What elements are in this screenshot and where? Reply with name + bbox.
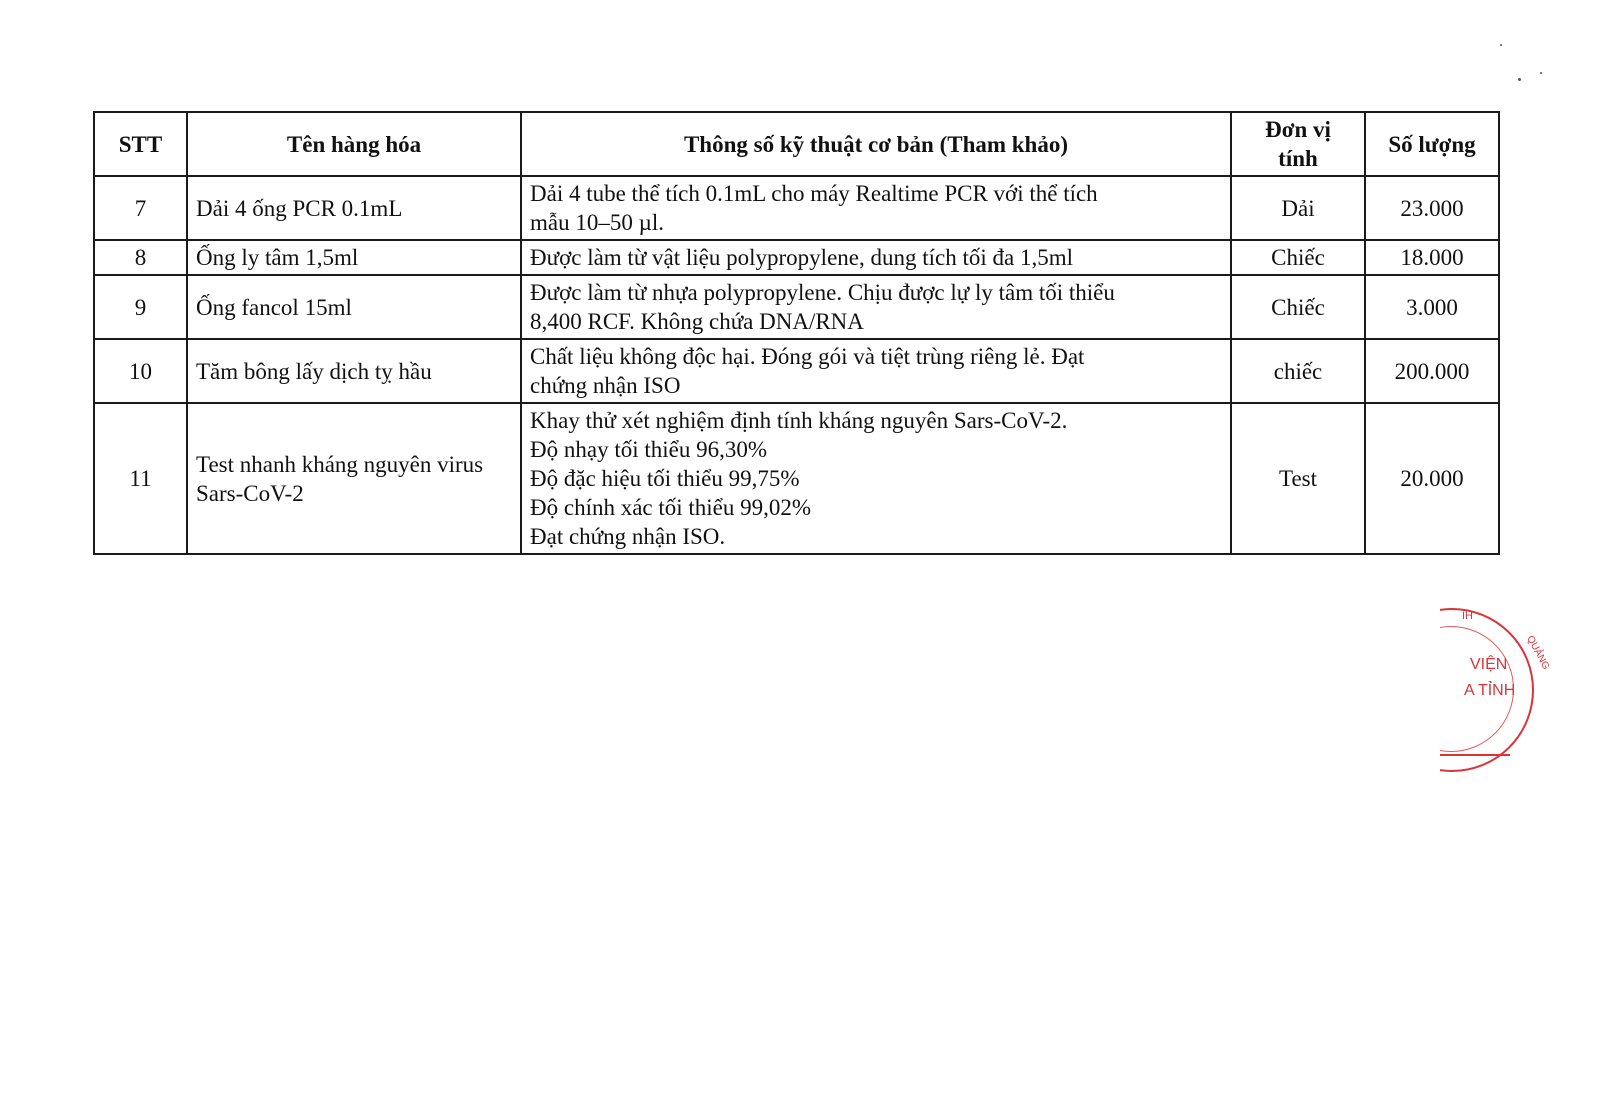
spec-line: 8,400 RCF. Không chứa DNA/RNA [530,309,864,334]
cell-qty: 23.000 [1365,176,1499,240]
cell-qty: 200.000 [1365,339,1499,403]
table-header-row [94,112,1499,176]
header-unit-line1: Đơn vị [1265,117,1331,142]
header-name: Tên hàng hóa [187,112,521,176]
scan-speck [1500,44,1502,46]
spec-line: chứng nhận ISO [530,373,681,398]
scan-speck [1540,72,1542,74]
spec-line: Được làm từ nhựa polypropylene. Chịu được lự ly tâm tối thiểu [530,280,1115,305]
table-row [94,275,1499,339]
cell-qty: 18.000 [1365,240,1499,275]
spec-line: Dải 4 tube thể tích 0.1mL cho máy Realtime PCR với thể tích [530,181,1098,206]
seal-text-top: IH [1462,610,1473,622]
cell-unit: Test [1231,403,1365,554]
spec-line: Chất liệu không độc hại. Đóng gói và tiệt trùng riêng lẻ. Đạt [530,344,1085,369]
header-stt: STT [94,112,187,176]
header-unit-line2: tính [1278,146,1318,171]
cell-spec [521,339,1231,403]
goods-table [93,111,1500,555]
cell-stt: 11 [94,403,187,554]
official-seal-stamp [1440,600,1570,780]
cell-spec [521,403,1231,554]
spec-line: Độ đặc hiệu tối thiểu 99,75% [530,466,800,491]
cell-qty: 20.000 [1365,403,1499,554]
cell-stt: 10 [94,339,187,403]
cell-unit: Chiếc [1231,275,1365,339]
cell-unit: chiếc [1231,339,1365,403]
cell-stt: 9 [94,275,187,339]
header-qty: Số lượng [1365,112,1499,176]
spec-line: Khay thử xét nghiệm định tính kháng nguyên Sars-CoV-2. [530,408,1068,433]
seal-text-line1: VIỆN [1470,656,1508,673]
cell-stt: 7 [94,176,187,240]
seal-underline [1440,754,1510,756]
spec-line: Đạt chứng nhận ISO. [530,524,726,549]
header-unit [1231,112,1365,176]
cell-name: Test nhanh kháng nguyên virus Sars-CoV-2 [187,403,521,554]
table-row [94,339,1499,403]
cell-name: Ống ly tâm 1,5ml [187,240,521,275]
spec-line: Được làm từ vật liệu polypropylene, dung tích tối đa 1,5ml [530,245,1073,270]
cell-stt: 8 [94,240,187,275]
spec-line: Độ chính xác tối thiểu 99,02% [530,495,812,520]
cell-spec [521,240,1231,275]
header-spec: Thông số kỹ thuật cơ bản (Tham khảo) [521,112,1231,176]
spec-line: mẫu 10–50 µl. [530,210,664,235]
cell-name: Ống fancol 15ml [187,275,521,339]
cell-qty: 3.000 [1365,275,1499,339]
cell-unit: Dải [1231,176,1365,240]
table-row [94,403,1499,554]
scan-speck [1518,78,1521,81]
table-row [94,240,1499,275]
seal-text-line2: A TỈNH [1464,682,1516,699]
table-row [94,176,1499,240]
spec-line: Độ nhạy tối thiểu 96,30% [530,437,767,462]
cell-unit: Chiếc [1231,240,1365,275]
cell-spec [521,176,1231,240]
seal-text-arc: QUẢNG [1524,634,1552,672]
cell-name: Dải 4 ống PCR 0.1mL [187,176,521,240]
cell-spec [521,275,1231,339]
cell-name: Tăm bông lấy dịch tỵ hầu [187,339,521,403]
